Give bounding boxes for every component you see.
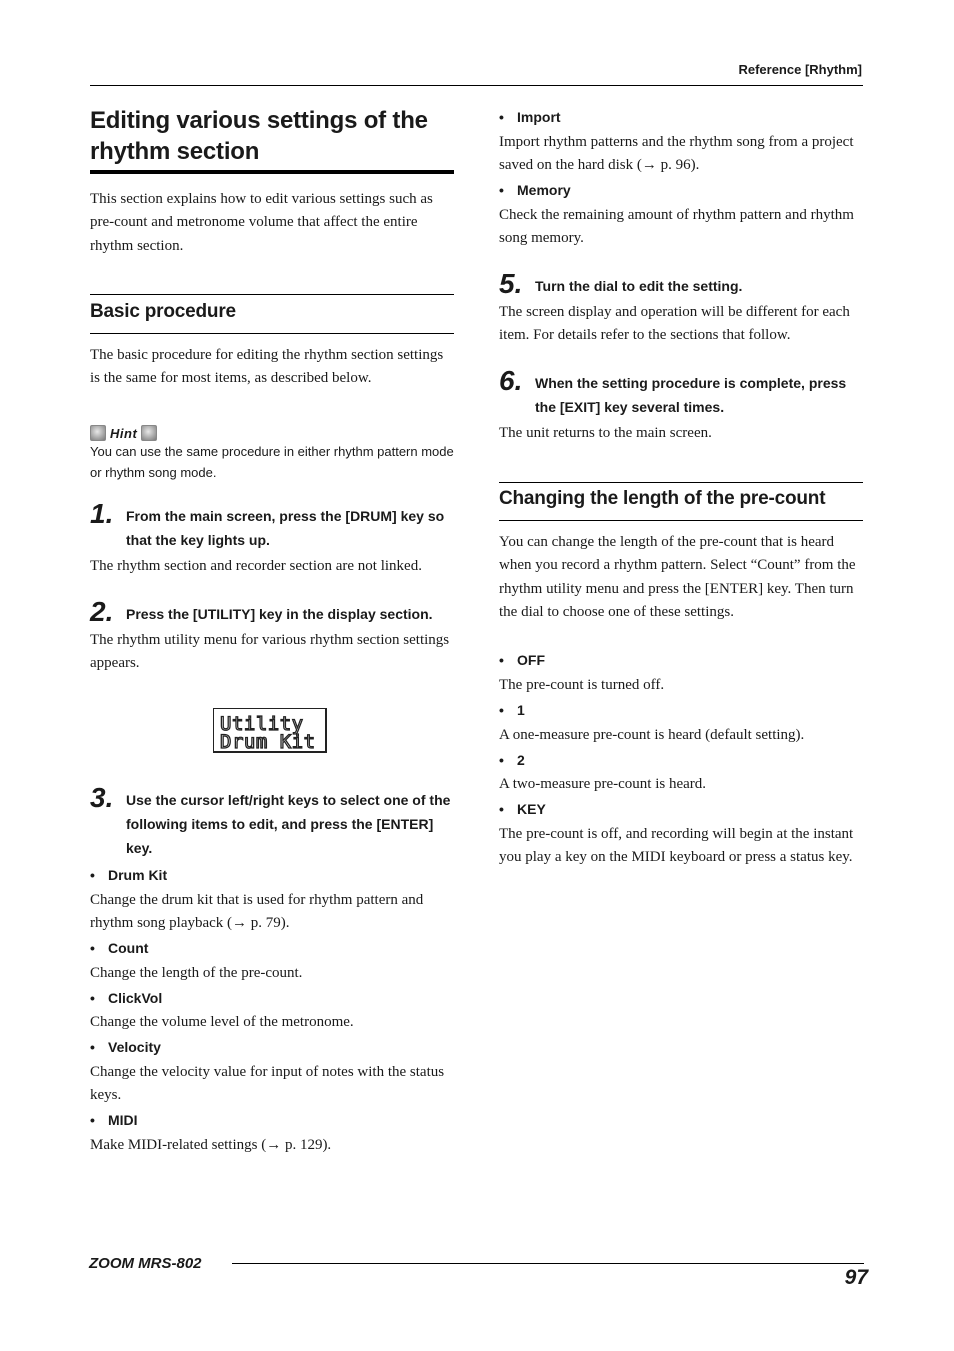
- list-item-label: • Count: [90, 940, 149, 956]
- step-5-number: 5.: [499, 268, 523, 299]
- list-item-label: • ClickVol: [90, 990, 163, 1006]
- lcd-line-1: Utility: [220, 713, 304, 735]
- list-item-desc: A one-measure pre-count is heard (default setting).: [499, 727, 805, 743]
- hint-text: You can use the same procedure in either rhythm pattern mode or rhythm song mode.: [90, 444, 454, 480]
- hint-label: Hint: [110, 425, 138, 441]
- basic-procedure-heading: Basic procedure: [90, 301, 236, 322]
- step-6-number: 6.: [499, 365, 523, 396]
- step-5-instruction: Turn the dial to edit the setting.: [535, 278, 743, 294]
- list-item-desc: Make MIDI-related settings (→ p. 129).: [90, 1137, 332, 1153]
- step-2-instruction: Press the [UTILITY] key in the display section.: [126, 606, 433, 622]
- basic-procedure-paragraph: The basic procedure for editing the rhythm section settings is the same for most items, as described below.: [90, 347, 444, 387]
- list-item-label: • 1: [499, 702, 525, 718]
- section-title: [90, 105, 428, 167]
- basic-heading-rule-bottom: [90, 333, 454, 334]
- running-header: Reference [Rhythm]: [738, 62, 862, 77]
- list-item-desc: Change the velocity value for input of notes with the status keys.: [90, 1064, 445, 1104]
- hint-marker-icon: [90, 425, 106, 441]
- list-item-desc: Check the remaining amount of rhythm pattern and rhythm song memory.: [499, 207, 854, 247]
- lcd-display-illustration: [213, 708, 327, 753]
- list-item-desc: Change the volume level of the metronome.: [90, 1014, 354, 1030]
- list-item-label: • Velocity: [90, 1039, 161, 1055]
- list-item-label: • MIDI: [90, 1112, 138, 1128]
- step-2-number: 2.: [90, 596, 114, 627]
- list-item-desc: The pre-count is off, and recording will begin at the instant you play a key on the MIDI keyboard or press a status key.: [499, 826, 854, 866]
- step-1-number: 1.: [90, 498, 114, 529]
- page-number: 97: [844, 1266, 868, 1289]
- list-item-desc: The pre-count is turned off.: [499, 677, 665, 693]
- footer-brand: ZOOM MRS-802: [89, 1255, 202, 1272]
- list-item-desc: Change the length of the pre-count.: [90, 965, 303, 981]
- list-item-desc: A two-measure pre-count is heard.: [499, 776, 707, 792]
- precount-heading-rule-bottom: [499, 520, 863, 521]
- header-rule: [90, 85, 863, 86]
- footer-rule: [232, 1263, 864, 1264]
- step-6-instruction: When the setting procedure is complete, press the [EXIT] key several times.: [535, 375, 847, 415]
- section-title-line-2: rhythm section: [90, 138, 260, 165]
- step-5-body: The screen display and operation will be different for each item. For details refer to the sections that follow.: [499, 304, 850, 344]
- list-item-label: • Memory: [499, 182, 571, 198]
- list-item-desc: Import rhythm patterns and the rhythm song from a project saved on the hard disk (→ p. 96).: [499, 134, 854, 174]
- step-1-body: The rhythm section and recorder section are not linked.: [90, 558, 422, 574]
- step-6-body: The unit returns to the main screen.: [499, 425, 712, 441]
- precount-heading-rule-top: [499, 482, 863, 483]
- list-item-label: • KEY: [499, 801, 546, 817]
- title-rule: [90, 170, 454, 174]
- lcd-line-2: Drum Kit: [220, 731, 316, 753]
- list-item-label: • 2: [499, 752, 525, 768]
- step-3-instruction: Use the cursor left/right keys to select one of the following items to edit, and press the [ENTER] key.: [126, 792, 451, 856]
- step-1-instruction: From the main screen, press the [DRUM] key so that the key lights up.: [126, 508, 445, 548]
- step-2-body: The rhythm utility menu for various rhythm section settings appears.: [90, 632, 450, 672]
- precount-paragraph: You can change the length of the pre-count that is heard when you record a rhythm pattern. Select “Count” from the rhythm utility menu and press the [ENTER] key. Then turn the dial to choose one of these settings.: [499, 534, 856, 621]
- list-item-desc: Change the drum kit that is used for rhythm pattern and rhythm song playback (→ p. 79).: [90, 892, 424, 932]
- hint-badge: [90, 425, 157, 441]
- basic-heading-rule-top: [90, 294, 454, 295]
- list-item-label: • OFF: [499, 652, 545, 668]
- step-3-number: 3.: [90, 782, 114, 813]
- intro-paragraph: This section explains how to edit various settings such as pre-count and metronome volume that affect the entire rhythm section.: [90, 191, 433, 254]
- list-item-label: • Import: [499, 109, 561, 125]
- hint-marker-icon: [141, 425, 157, 441]
- section-title-line-1: Editing various settings of the: [90, 107, 428, 134]
- precount-heading: Changing the length of the pre-count: [499, 488, 826, 509]
- list-item-label: • Drum Kit: [90, 867, 168, 883]
